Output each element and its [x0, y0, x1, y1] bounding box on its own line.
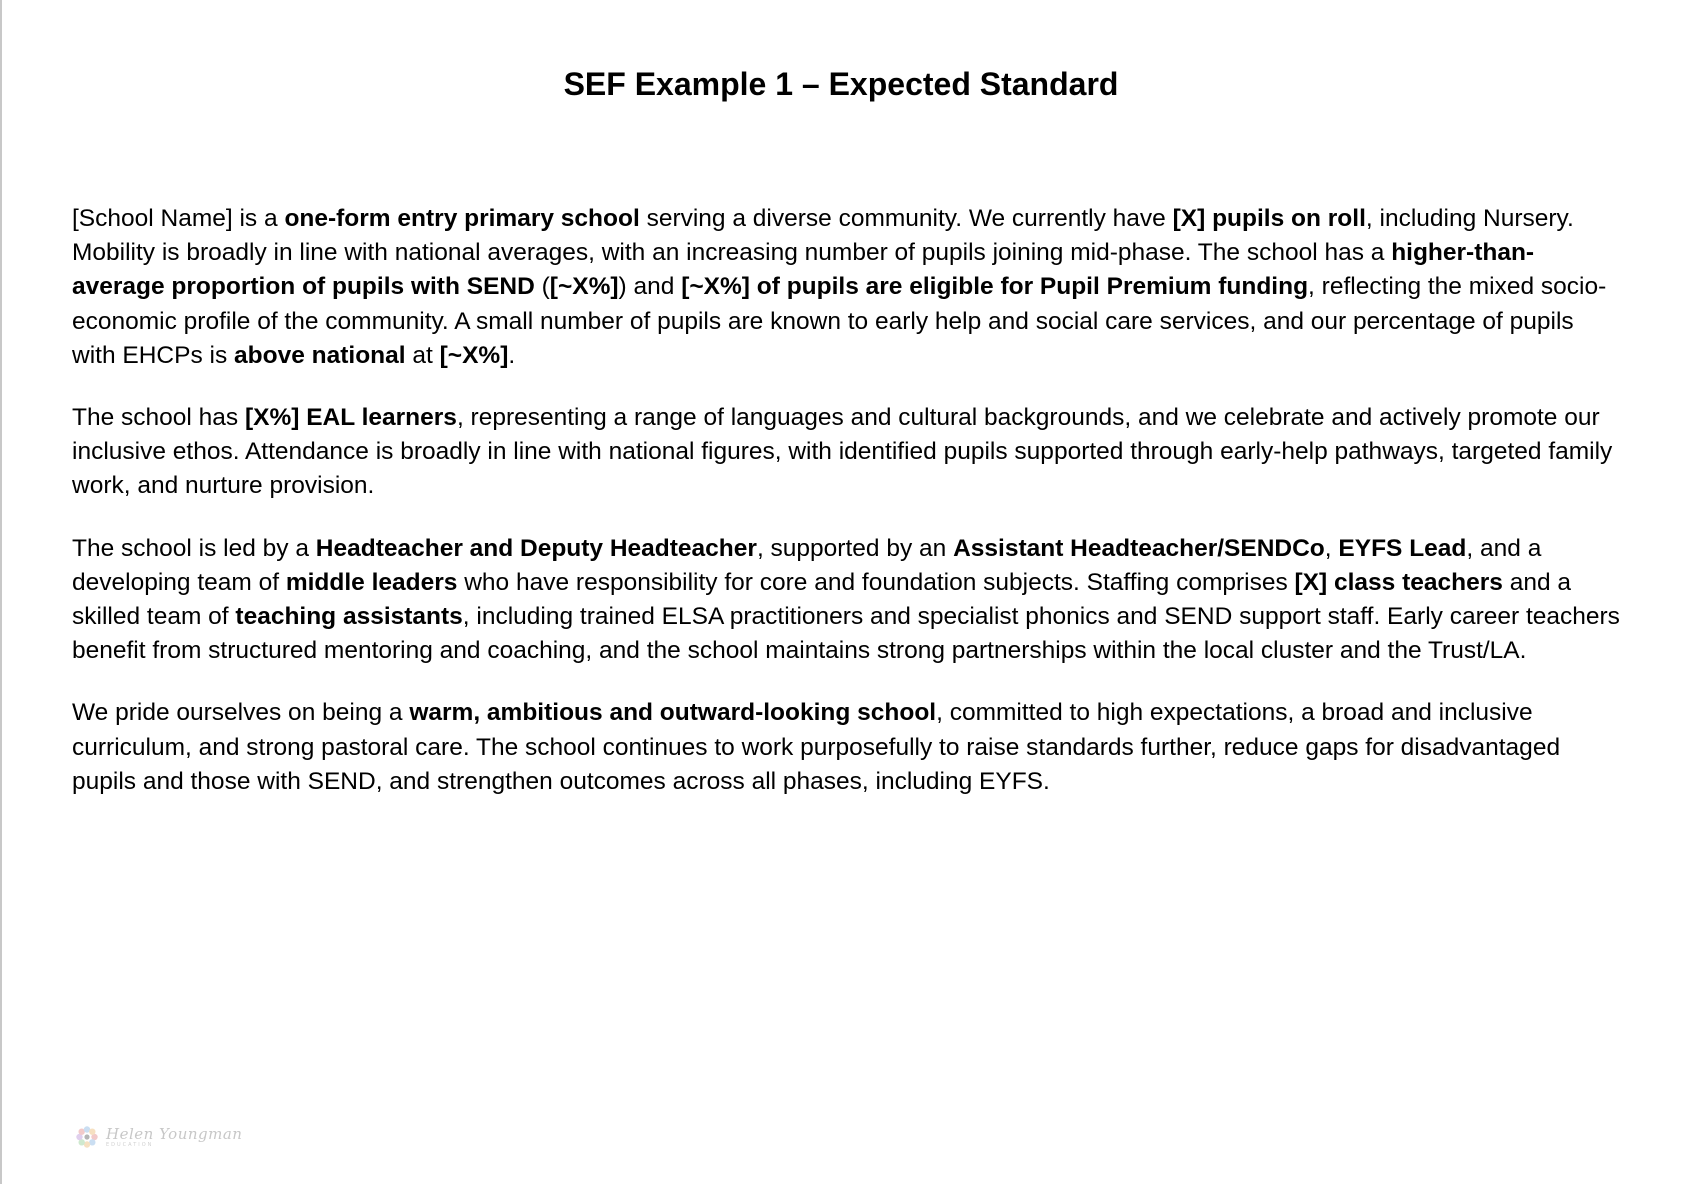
- text-run: , reflecting the mixed socio-economic profile of the community. A small number of pupils are known to early help and social care services, and our percentage of pupils with EHCPs is: [72, 273, 1607, 369]
- text-run: at: [405, 341, 440, 369]
- logo-petal: [89, 1129, 95, 1135]
- text-run: , and a developing team of: [72, 534, 1542, 596]
- bold-text-run: [~X%] of pupils are eligible for Pupil Premium funding: [681, 273, 1309, 301]
- bold-text-run: [~X%]: [549, 273, 619, 301]
- text-run: ) and: [618, 273, 682, 301]
- text-run: (: [534, 273, 550, 301]
- text-run: , including Nursery. Mobility is broadly in line with national averages, with an increasing number of pupils joining mid-phase. The school has a: [72, 205, 1574, 267]
- watermark-text: [106, 1124, 243, 1148]
- bold-text-run: middle leaders: [285, 568, 458, 596]
- text-run: , supported by an: [756, 534, 954, 562]
- bold-text-run: Assistant Headteacher/SENDCo: [953, 534, 1325, 562]
- text-run: [School Name] is a: [72, 205, 285, 232]
- bold-text-run: EYFS Lead: [1338, 534, 1467, 562]
- text-run: The school has: [72, 404, 245, 432]
- text-run: .: [508, 341, 516, 369]
- text-run: We pride ourselves on being a: [72, 699, 410, 727]
- bold-text-run: [~X%]: [439, 341, 509, 369]
- bold-text-run: teaching assistants: [235, 603, 463, 631]
- paragraph-ethos: [72, 696, 1620, 799]
- text-run: , representing a range of languages and cultural backgrounds, and we celebrate and actively promote our inclusive ethos. Attendance is broadly in line with national figures, with identified pupils supported through early-help pathways, targeted family work, and nurture provision.: [72, 404, 1613, 500]
- watermark-name: Helen Youngman: [106, 1124, 243, 1143]
- paragraph-leadership-staffing: [72, 532, 1620, 669]
- bold-text-run: higher-than-average proportion of pupils with SEND: [72, 239, 1535, 301]
- flower-logo-icon: [74, 1124, 100, 1150]
- watermark: [74, 1124, 242, 1150]
- document-body: [72, 202, 1620, 827]
- bold-text-run: [X] class teachers: [1294, 568, 1503, 596]
- watermark-subtitle: EDUCATION: [106, 1141, 154, 1148]
- bold-text-run: one-form entry primary school: [284, 205, 640, 232]
- text-run: and a skilled team of: [72, 568, 1572, 631]
- text-run: ,: [1324, 534, 1339, 562]
- bold-text-run: [X%] EAL learners: [244, 404, 457, 432]
- paragraph-eal-attendance: [72, 401, 1620, 504]
- bold-text-run: warm, ambitious and outward-looking school: [409, 699, 937, 727]
- bold-text-run: [X] pupils on roll: [1172, 205, 1366, 232]
- text-run: , including trained ELSA practitioners and specialist phonics and SEND support staff. Early career teachers benefit from structured mentoring and coaching, and the school maintains strong partnerships within the local cluster and the Trust/LA.: [72, 603, 1620, 665]
- text-run: The school is led by a: [72, 534, 316, 562]
- bold-text-run: above national: [234, 341, 406, 369]
- document-title: SEF Example 1 – Expected Standard: [563, 66, 1119, 102]
- bold-text-run: Headteacher and Deputy Headteacher: [315, 534, 757, 562]
- paragraph-context: [72, 202, 1620, 373]
- text-run: serving a diverse community. We currently have: [639, 205, 1173, 232]
- text-run: who have responsibility for core and foundation subjects. Staffing comprises: [457, 568, 1295, 596]
- text-run: , committed to high expectations, a broad and inclusive curriculum, and strong pastoral care. The school continues to work purposefully to raise standards further, reduce gaps for disadvantaged pupils and those with SEND, and strengthen outcomes across all phases, including EYFS.: [72, 699, 1561, 795]
